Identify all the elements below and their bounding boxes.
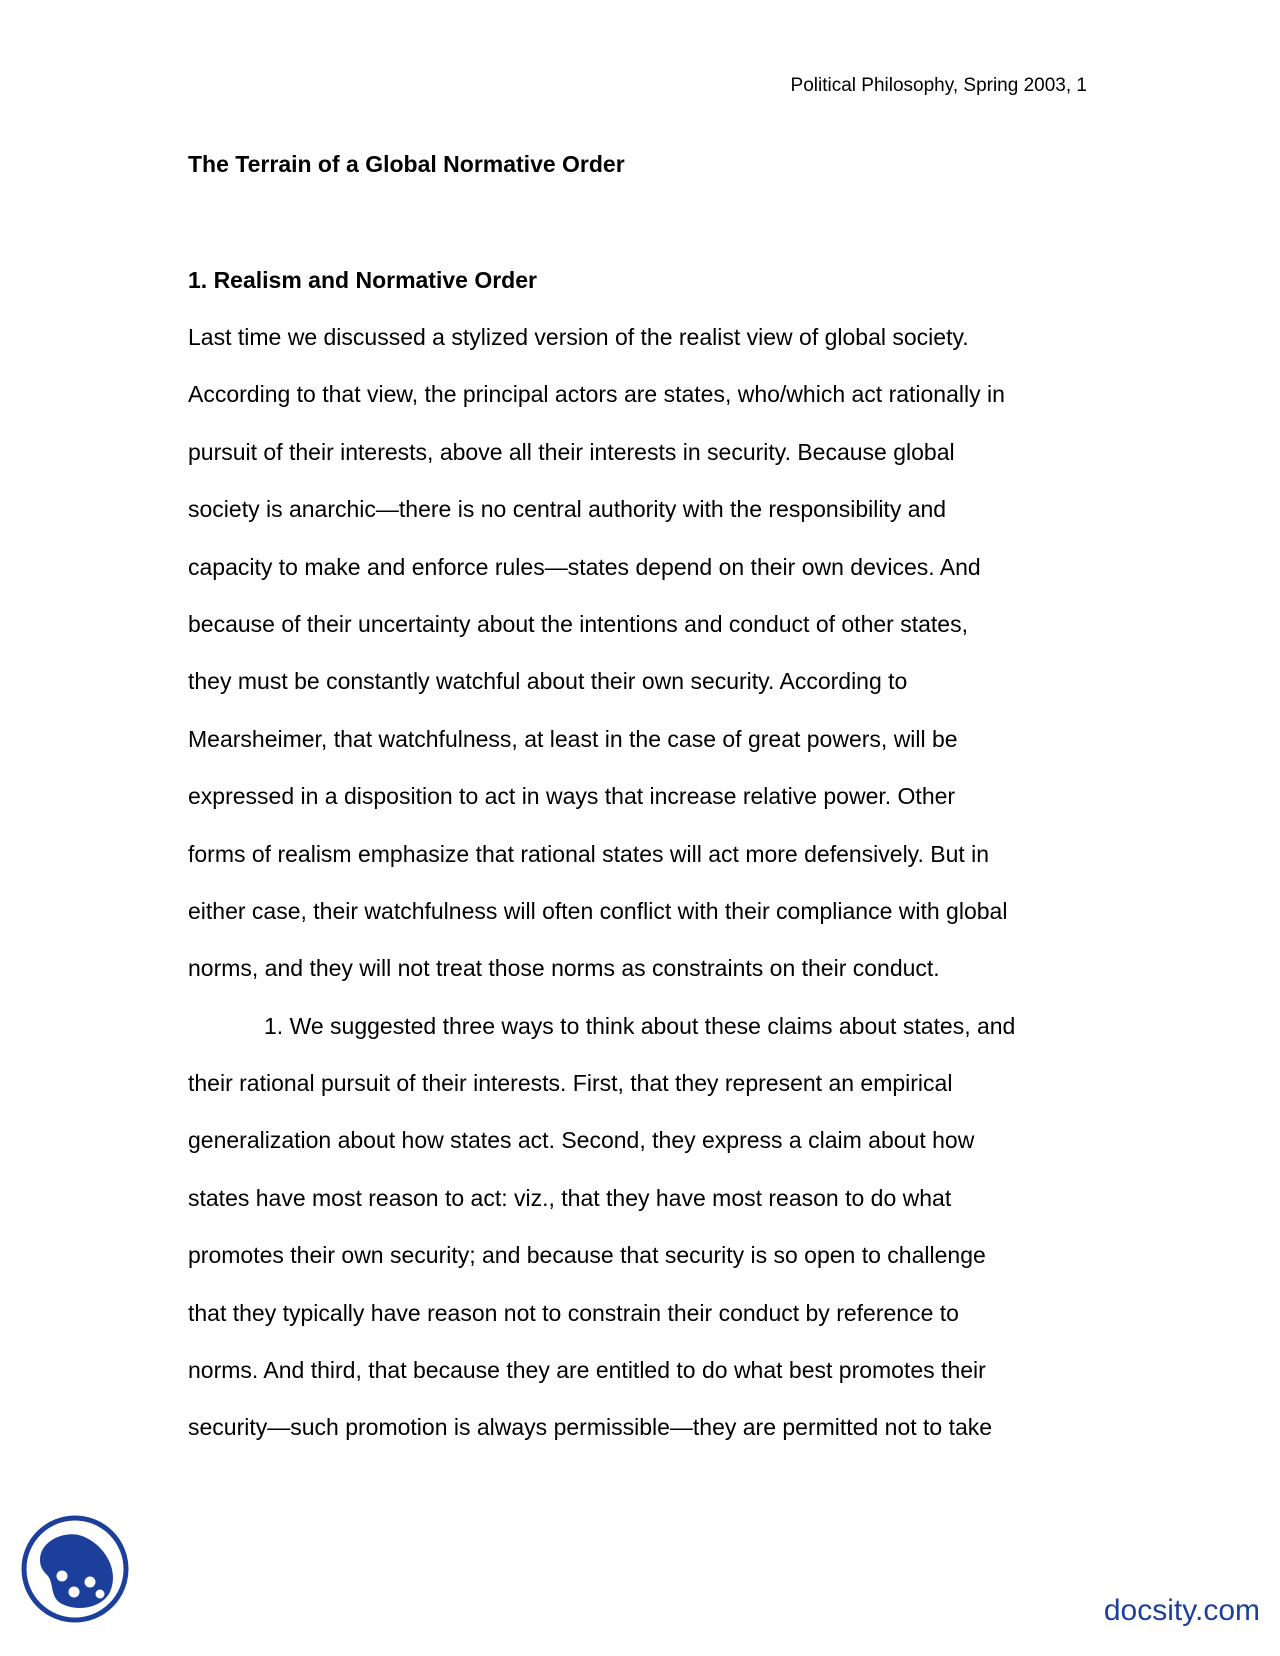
text-line: capacity to make and enforce rules—states depend on their own devices. And [188, 553, 981, 580]
text-line: According to that view, the principal actors are states, who/which act rationally in [188, 381, 1005, 408]
text-line: pursuit of their interests, above all their interests in security. Because global [188, 438, 955, 465]
text-line: 1. We suggested three ways to think about these claims about states, and [264, 1012, 1016, 1039]
text-line: their rational pursuit of their interests. First, that they represent an empirical [188, 1070, 953, 1097]
running-header: Political Philosophy, Spring 2003, 1 [790, 75, 1087, 96]
text-line: expressed in a disposition to act in ways that increase relative power. Other [188, 783, 956, 810]
text-line: norms. And third, that because they are entitled to do what best promotes their [188, 1357, 986, 1384]
text-line: norms, and they will not treat those norms as constraints on their conduct. [188, 955, 940, 982]
docsity-logo-icon[interactable] [20, 1514, 130, 1624]
body-text [188, 323, 1088, 1471]
text-line: that they typically have reason not to constrain their conduct by reference to [188, 1299, 959, 1326]
text-line: states have most reason to act: viz., that they have most reason to do what [188, 1184, 952, 1211]
text-line: Last time we discussed a stylized version of the realist view of global society. [188, 324, 969, 350]
text-line: either case, their watchfulness will often conflict with their compliance with global [188, 897, 1008, 924]
section-heading: 1. Realism and Normative Order [188, 267, 537, 293]
text-line: Mearsheimer, that watchfulness, at least in the case of great powers, will be [188, 725, 958, 752]
text-line: because of their uncertainty about the intentions and conduct of other states, [188, 610, 968, 637]
text-line: security—such promotion is always permissible—they are permitted not to take [188, 1414, 993, 1441]
docsity-wordmark[interactable]: docsity.com [1103, 1594, 1260, 1627]
text-line: promotes their own security; and because that security is so open to challenge [188, 1242, 986, 1269]
text-line: society is anarchic—there is no central authority with the responsibility and [188, 496, 947, 523]
text-line: generalization about how states act. Second, they express a claim about how [188, 1127, 975, 1154]
text-line: forms of realism emphasize that rational states will act more defensively. But in [188, 840, 990, 867]
document-title: The Terrain of a Global Normative Order [188, 151, 625, 177]
text-line: they must be constantly watchful about their own security. According to [188, 668, 908, 695]
